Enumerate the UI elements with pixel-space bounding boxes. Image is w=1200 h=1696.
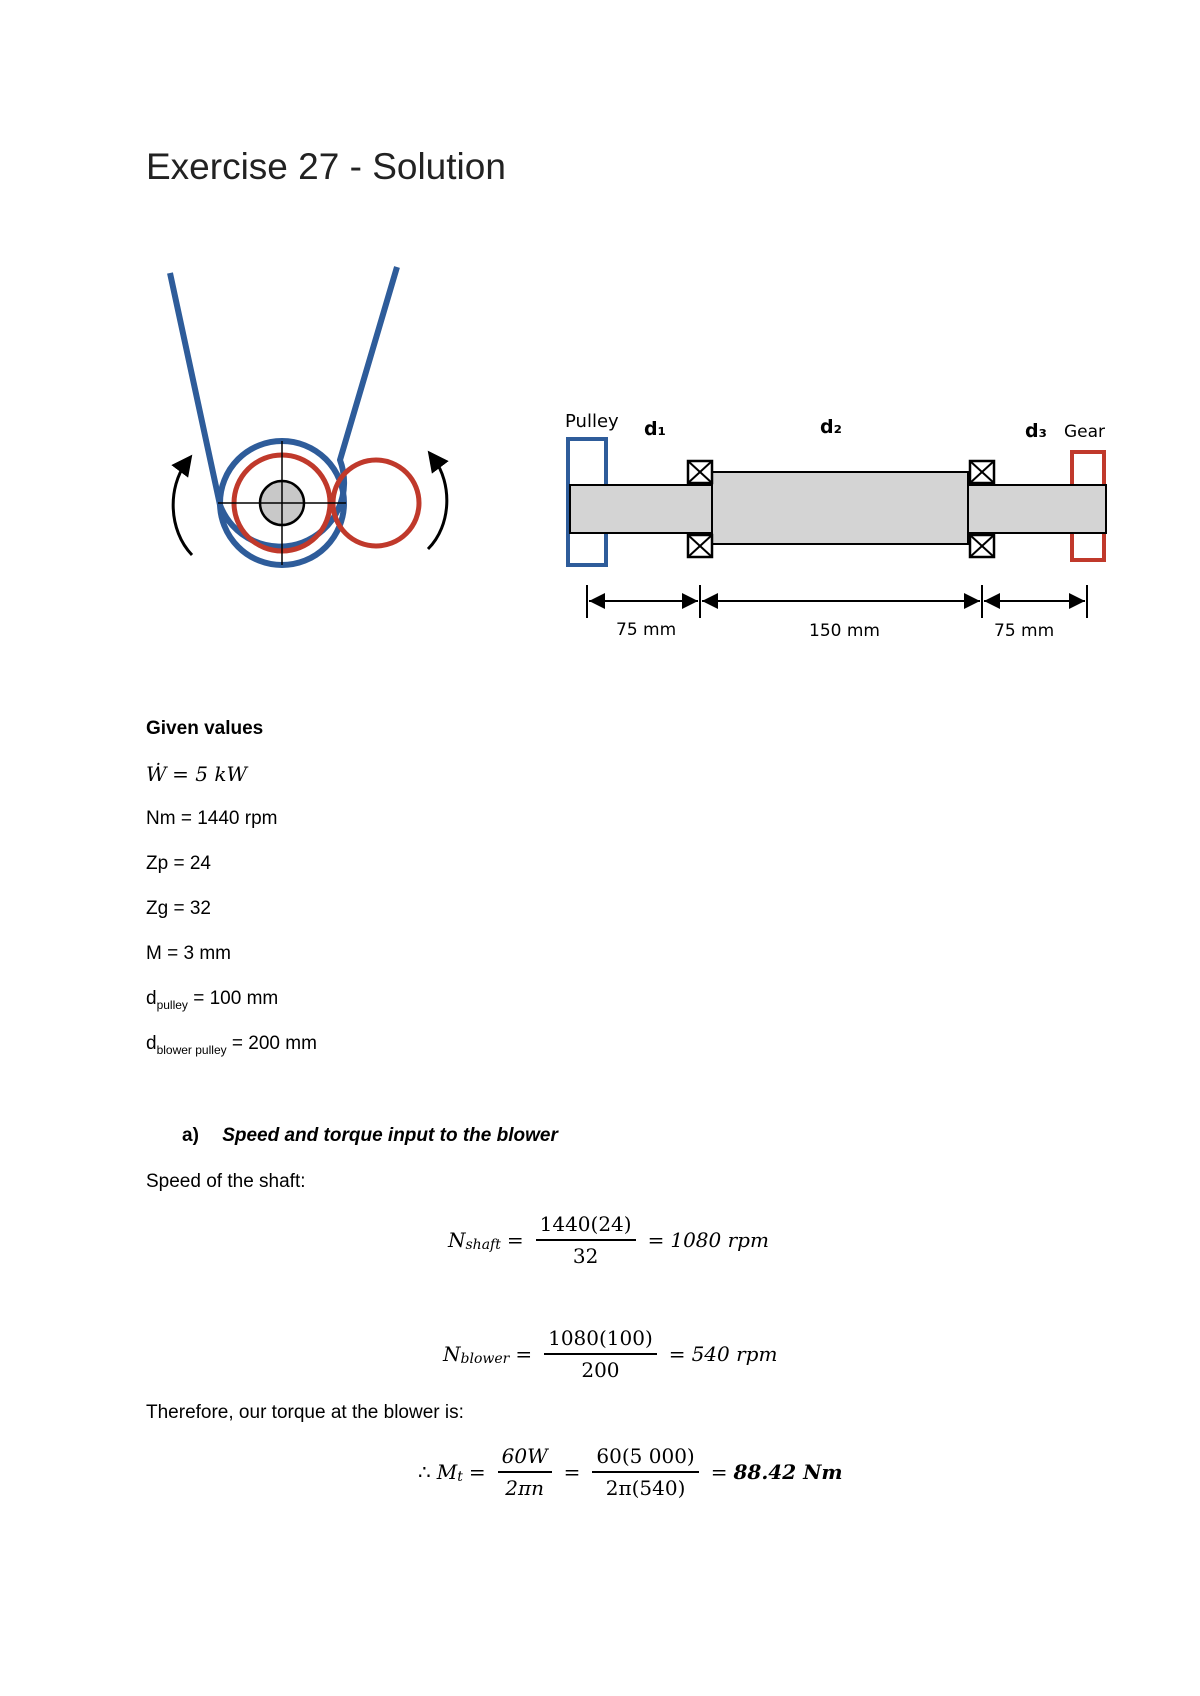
eq3-numerator-1: 60W <box>498 1444 552 1473</box>
given-zg: Zg = 32 <box>146 898 211 919</box>
eq2-equals-2: = <box>668 1342 686 1366</box>
eq1-equals: = <box>506 1228 524 1252</box>
shaft-diagram <box>560 405 1120 655</box>
given-values-heading: Given values <box>146 718 264 739</box>
eq1-denominator: 32 <box>572 1244 599 1268</box>
label-d2: d₂ <box>820 416 842 438</box>
power-value: 5 kW <box>195 762 248 786</box>
label-pulley: Pulley <box>565 411 619 432</box>
eq3-fraction-1 <box>498 1444 552 1500</box>
shaft-section-d2 <box>712 472 968 544</box>
equals-sign: = <box>172 762 196 786</box>
eq3-lhs: M <box>436 1460 458 1484</box>
given-d-blower-pulley <box>146 1033 317 1057</box>
given-zp: Zp = 24 <box>146 853 211 874</box>
eq3-therefore-symbol: ∴ <box>418 1460 431 1484</box>
d-blower-symbol: d <box>146 1033 157 1054</box>
eq3-fraction-2 <box>592 1444 698 1500</box>
eq2-numerator: 1080(100) <box>544 1326 657 1355</box>
eq2-result: 540 rpm <box>691 1342 778 1366</box>
equation-torque <box>418 1444 843 1500</box>
d-pulley-value: = 100 mm <box>187 988 279 1009</box>
bearing-left-top-icon <box>688 461 712 483</box>
eq3-equals-2: = <box>563 1460 581 1484</box>
eq1-lhs-subscript: shaft <box>465 1237 501 1253</box>
label-dim1: 75 mm <box>616 620 677 640</box>
power-symbol: Ẇ <box>146 762 167 786</box>
eq3-numerator-2: 60(5 000) <box>592 1444 698 1473</box>
equation-shaft-speed <box>448 1212 769 1268</box>
eq1-fraction <box>536 1212 636 1268</box>
eq2-lhs: N <box>443 1342 461 1366</box>
eq3-result: 88.42 Nm <box>733 1460 843 1484</box>
d-pulley-symbol: d <box>146 988 157 1009</box>
eq2-lhs-subscript: blower <box>460 1351 510 1367</box>
rotation-arrow-left-icon <box>173 463 192 555</box>
d-blower-value: = 200 mm <box>226 1033 317 1054</box>
speed-of-shaft-text: Speed of the shaft: <box>146 1171 306 1192</box>
label-dim2: 150 mm <box>809 621 880 641</box>
section-a-heading <box>182 1125 558 1147</box>
torque-intro-text: Therefore, our torque at the blower is: <box>146 1402 464 1423</box>
label-d3: d₃ <box>1025 420 1047 442</box>
eq3-equals-3: = <box>710 1460 728 1484</box>
eq1-numerator: 1440(24) <box>536 1212 636 1241</box>
section-a-marker: a) <box>182 1125 199 1146</box>
bearing-right-bottom-icon <box>970 535 994 557</box>
page-title: Exercise 27 - Solution <box>146 146 506 187</box>
d-blower-subscript: blower pulley <box>156 1043 227 1057</box>
eq1-result: 1080 rpm <box>670 1228 769 1252</box>
rotation-arrow-right-icon <box>428 459 447 549</box>
section-a-title: Speed and torque input to the blower <box>222 1125 558 1146</box>
given-d-pulley <box>146 988 278 1012</box>
equation-blower-speed <box>443 1326 777 1382</box>
bearing-left-bottom-icon <box>688 535 712 557</box>
given-module: M = 3 mm <box>146 943 231 964</box>
eq2-fraction <box>544 1326 657 1382</box>
belt-gear-diagram <box>160 255 460 585</box>
eq3-equals: = <box>468 1460 486 1484</box>
eq3-lhs-subscript: t <box>457 1469 463 1485</box>
bearing-right-top-icon <box>970 461 994 483</box>
shaft-section-d1 <box>570 485 712 533</box>
eq1-equals-2: = <box>647 1228 665 1252</box>
eq2-denominator: 200 <box>581 1358 620 1382</box>
eq1-lhs: N <box>448 1228 466 1252</box>
label-dim3: 75 mm <box>994 621 1055 641</box>
eq3-denominator-1: 2πn <box>505 1476 544 1500</box>
given-nm: Nm = 1440 rpm <box>146 808 278 829</box>
eq3-denominator-2: 2π(540) <box>605 1476 686 1500</box>
given-power <box>146 762 247 787</box>
shaft-section-d3 <box>968 485 1106 533</box>
label-d1: d₁ <box>644 418 666 440</box>
d-pulley-subscript: pulley <box>156 998 188 1012</box>
eq2-equals: = <box>515 1342 533 1366</box>
label-gear: Gear <box>1064 422 1106 442</box>
